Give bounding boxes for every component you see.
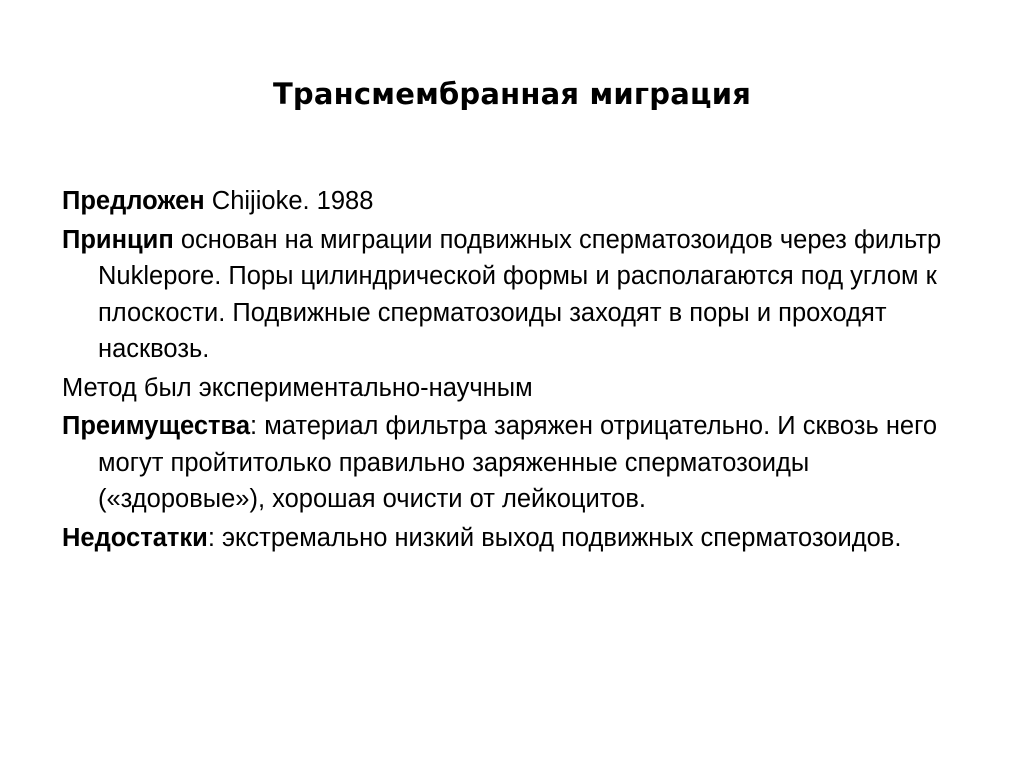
label-disadvantages: Недостатки (62, 523, 208, 552)
paragraph-disadvantages (62, 520, 962, 557)
slide-title: Трансмембранная миграция (272, 77, 752, 111)
label-principle: Принцип (62, 225, 174, 254)
text-disadvantages: : экстремально низкий выход подвижных сперматозоидов. (207, 523, 902, 552)
paragraph-principle (62, 222, 962, 368)
paragraph-method (62, 370, 962, 407)
text-principle: основан на миграции подвижных сперматозоидов через фильтр Nuklepore. Поры цилиндрической формы и располагаются под углом к плоскости. Подвижные сперматозоиды заходят в поры и проходят насквозь. (98, 225, 942, 363)
paragraph-proposed (62, 183, 962, 220)
text-advantages: : материал фильтра заряжен отрицательно. И сквозь него могут пройтитолько правильно заряженные сперматозоиды («здоровые»), хорошая очисти от лейкоцитов. (98, 412, 938, 513)
label-proposed: Предложен (62, 187, 205, 215)
text-proposed: Chijioke. 1988 (204, 187, 374, 215)
label-advantages: Преимущества (62, 412, 251, 440)
slide-body (62, 183, 962, 556)
paragraph-advantages (62, 408, 962, 518)
text-method: Метод был экспериментально-научным (62, 373, 533, 402)
